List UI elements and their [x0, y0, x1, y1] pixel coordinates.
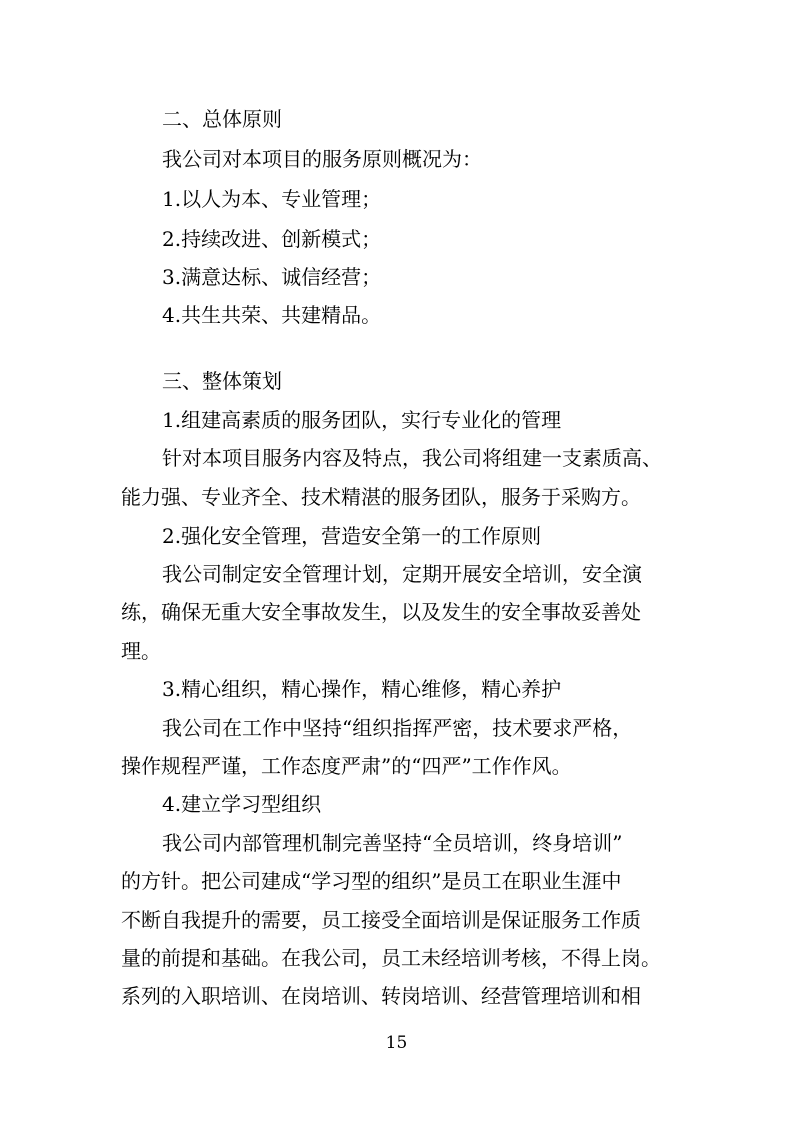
paragraph-line: 练，确保无重大安全事故发生，以及发生的安全事故妥善处 [121, 600, 641, 624]
subheading: 4.建立学习型组织 [162, 792, 322, 816]
list-item: 1.以人为本、专业管理； [162, 187, 382, 211]
list-item: 2.持续改进、创新模式； [162, 227, 382, 251]
section-heading-overall-plan: 三、整体策划 [162, 369, 282, 393]
subheading: 1.组建高素质的服务团队，实行专业化的管理 [162, 408, 562, 432]
paragraph-line: 我公司对本项目的服务原则概况为： [162, 147, 482, 171]
section-heading-general-principles: 二、总体原则 [162, 107, 282, 131]
list-item: 3.满意达标、诚信经营； [162, 265, 382, 289]
paragraph-line: 针对本项目服务内容及特点，我公司将组建一支素质高、 [162, 446, 662, 470]
paragraph-line: 的方针。把公司建成“学习型的组织”是员工在职业生涯中 [121, 869, 622, 893]
page-number: 15 [385, 1033, 408, 1053]
paragraph-line: 我公司在工作中坚持“组织指挥严密，技术要求严格， [162, 716, 633, 740]
paragraph-line: 系列的入职培训、在岗培训、转岗培训、经营管理培训和相 [121, 984, 641, 1008]
paragraph-line: 我公司制定安全管理计划，定期开展安全培训，安全演 [162, 562, 642, 586]
subheading: 3.精心组织，精心操作，精心维修，精心养护 [162, 677, 562, 701]
list-item: 4.共生共荣、共建精品。 [162, 303, 382, 327]
paragraph-line: 操作规程严谨，工作态度严肃”的“四严”工作作风。 [121, 754, 572, 778]
paragraph-line: 不断自我提升的需要，员工接受全面培训是保证服务工作质 [121, 908, 641, 932]
paragraph-line: 量的前提和基础。在我公司，员工未经培训考核，不得上岗。 [121, 946, 661, 970]
paragraph-line: 我公司内部管理机制完善坚持“全员培训，终身培训” [162, 831, 623, 855]
subheading: 2.强化安全管理，营造安全第一的工作原则 [162, 524, 542, 548]
paragraph-line: 能力强、专业齐全、技术精湛的服务团队，服务于采购方。 [121, 485, 641, 509]
paragraph-line: 理。 [121, 639, 161, 663]
